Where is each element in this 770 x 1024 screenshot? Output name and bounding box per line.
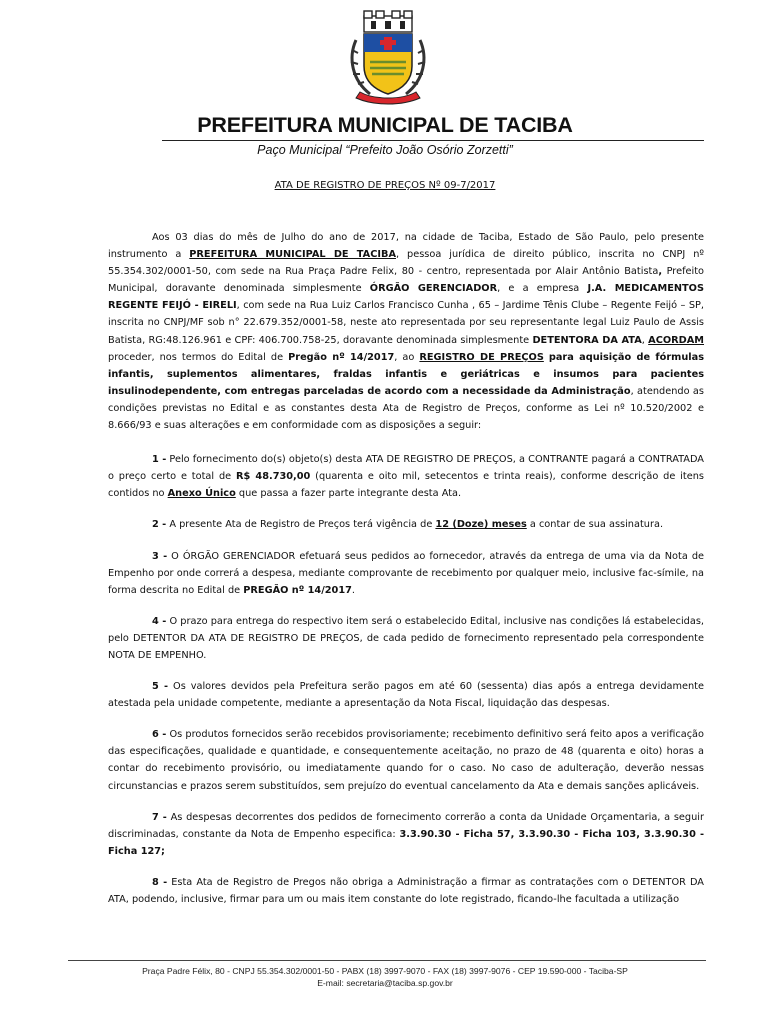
text-run: As despesas decorrentes dos pedidos de fornecimento correrão a conta da Unidade Orçamentaria, a seguir discriminadas, constante da Nota de Empenho especifica:	[108, 811, 704, 840]
document-title: ATA DE REGISTRO DE PREÇOS Nº 09-7/2017	[274, 180, 496, 191]
text-run: Aos 03 dias do mês de Julho do ano de 2017, na cidade de Taciba, Estado de São Paulo, pelo presente instrumento a	[108, 232, 704, 261]
text-run: Os valores devidos pela Prefeitura serão pagos em até 60 (sessenta) dias após a entrega devidamente atestada pela unidade competente, mediante a apresentação da Nota Fiscal, liquidação das despesas.	[108, 681, 704, 710]
text-run: Os produtos fornecidos serão recebidos provisoriamente; recebimento definitivo será feito apos a verificação das especificações, qualidade e quantidade, e consequentemente aceitação, no prazo de 48 (quarenta e oito) horas a contar do recebimento provisório, ou imediatamente quando for o caso. No caso de adulteração, deverão nessas circunstancias e prazos serem substituídos, sem prejuízo do eventual cancelamento da Ata e demais sanções aplicáveis.	[108, 729, 704, 792]
bold-run: 3.3.90.30 - Ficha 57, 3.3.90.30 - Ficha 103, 3.3.90.30 - Ficha 127;	[108, 828, 705, 857]
text-run: , ao	[394, 351, 420, 363]
footer-address: Praça Padre Félix, 80 - CNPJ 55.354.302/0001-50 - PABX (18) 3997-9070 - FAX (18) 3997-9076 - CEP 19.590-000 - Taciba-SP	[142, 966, 628, 976]
text-run: , com sede na Rua Luiz Carlos Francisco Cunha , 65 – Jardime Tênis Clube – Regente Feijó – SP, inscrita no CNPJ/MF sob n° 22.679.352/0001-58, neste ato representada por seu representante legal Luiz Paulo de Assis Batista, RG:48.126.961 e CPF: 406.700.758-25, doravante denominada simplesmente	[108, 300, 704, 346]
page-title: PREFEITURA MUNICIPAL DE TACIBA	[197, 113, 573, 137]
clause-number: 7 -	[152, 811, 167, 823]
text-run: A presente Ata de Registro de Preços terá vigência de	[166, 519, 436, 531]
clause-4	[108, 613, 704, 664]
letterhead	[0, 0, 770, 170]
clause-number: 8 -	[152, 876, 168, 888]
clause-2	[108, 516, 704, 533]
document-body	[108, 229, 704, 922]
text-run: , pessoa jurídica de direito público, inscrita no CNPJ nº 55.354.302/0001-50, com sede na Rua Praça Padre Felix, 80 - centro, representada por Alair Antônio Batista	[108, 249, 704, 278]
bold-run: Pregão nº 14/2017	[288, 351, 395, 363]
clause-number: 1 -	[152, 454, 167, 466]
clause-5	[108, 678, 704, 712]
bold-run: J.A. MEDICAMENTOS REGENTE FEIJÓ - EIRELI	[108, 283, 704, 312]
bold-run: 12 (Doze) meses	[435, 519, 527, 531]
header-divider	[162, 140, 704, 141]
intro-paragraph	[108, 229, 704, 434]
clause-6	[108, 726, 704, 794]
clause-number: 5 -	[152, 681, 169, 693]
text-run: (quarenta e oito mil, setecentos e trinta reais), conforme descrição de itens contidos no	[108, 471, 704, 500]
clause-number: 4 -	[152, 615, 167, 627]
clause-number: 3 -	[152, 550, 168, 562]
bold-run: para aquisição de fórmulas infantis, suplementos alimentares, fraldas infantis e geriátricas e insumos para pacientes insulinodependente, com entregas parceladas de acordo com a necessidade da Administração	[108, 351, 704, 397]
clause-number: 6 -	[152, 729, 167, 741]
bold-run: DETENTORA DA ATA	[532, 334, 642, 346]
bold-run: ACORDAM	[648, 334, 705, 346]
bold-run: R$ 48.730,00	[235, 471, 311, 483]
bold-run: PREFEITURA MUNICIPAL DE TACIBA	[189, 249, 396, 261]
municipal-coat-of-arms-icon	[340, 10, 436, 106]
text-run: proceder, nos termos do Edital de	[108, 351, 289, 363]
clause-8	[108, 874, 704, 908]
text-run: .	[351, 584, 356, 596]
clause-number: 2 -	[152, 519, 167, 531]
clause-1	[108, 451, 704, 502]
bold-run: ÓRGÃO GERENCIADOR	[369, 283, 498, 295]
clause-3	[108, 548, 704, 599]
text-run: , e a empresa	[497, 283, 588, 295]
text-run: O prazo para entrega do respectivo item será o estabelecido Edital, inclusive nas condições lá estabelecidas, pelo DETENTOR DA ATA DE REGISTRO DE PREÇOS, de cada pedido de fornecimento representado pela correspondente NOTA DE EMPENHO.	[108, 615, 705, 661]
text-run: que passa a fazer parte integrante desta Ata.	[235, 488, 462, 500]
text-run: a contar de sua assinatura.	[526, 519, 664, 531]
page-subtitle: Paço Municipal “Prefeito João Osório Zorzetti”	[257, 143, 513, 157]
text-run: ,	[641, 334, 649, 346]
bold-run: Anexo Único	[167, 488, 236, 500]
text-run: Pelo fornecimento do(s) objeto(s) desta ATA DE REGISTRO DE PREÇOS, a CONTRANTE pagará a CONTRATADA o preço certo e total de	[108, 454, 704, 483]
bold-run: REGISTRO DE PREÇOS	[419, 351, 544, 363]
footer-divider	[68, 960, 706, 961]
page-footer	[0, 965, 770, 989]
bold-run: ,	[658, 266, 663, 278]
text-run: Esta Ata de Registro de Pregos não obriga a Administração a firmar as contratações com o DETENTOR DA ATA, podendo, inclusive, firmar para um ou mais item constante do lote registrado, ficando-lhe facultada a utilização	[108, 876, 704, 905]
text-run: , atendendo as condições previstas no Edital e as constantes desta Ata de Registro de Preços, conforme as Lei nº 10.520/2002 e 8.666/93 e suas alterações e em conformidade com as disposições a seguir:	[108, 385, 704, 432]
text-run: O ÓRGÃO GERENCIADOR efetuará seus pedidos ao fornecedor, através da entrega de uma via da Nota de Empenho por onde correrá a despesa, mediante comprovante de recebimento por qualquer meio, inclusive fac-símile, na forma descrita no Edital de	[108, 550, 705, 596]
bold-run: PREGÃO nº 14/2017	[243, 584, 352, 596]
text-run: Prefeito Municipal, doravante denominada simplesmente	[108, 266, 705, 295]
footer-email: E-mail: secretaria@taciba.sp.gov.br	[317, 978, 453, 988]
clause-7	[108, 809, 704, 860]
